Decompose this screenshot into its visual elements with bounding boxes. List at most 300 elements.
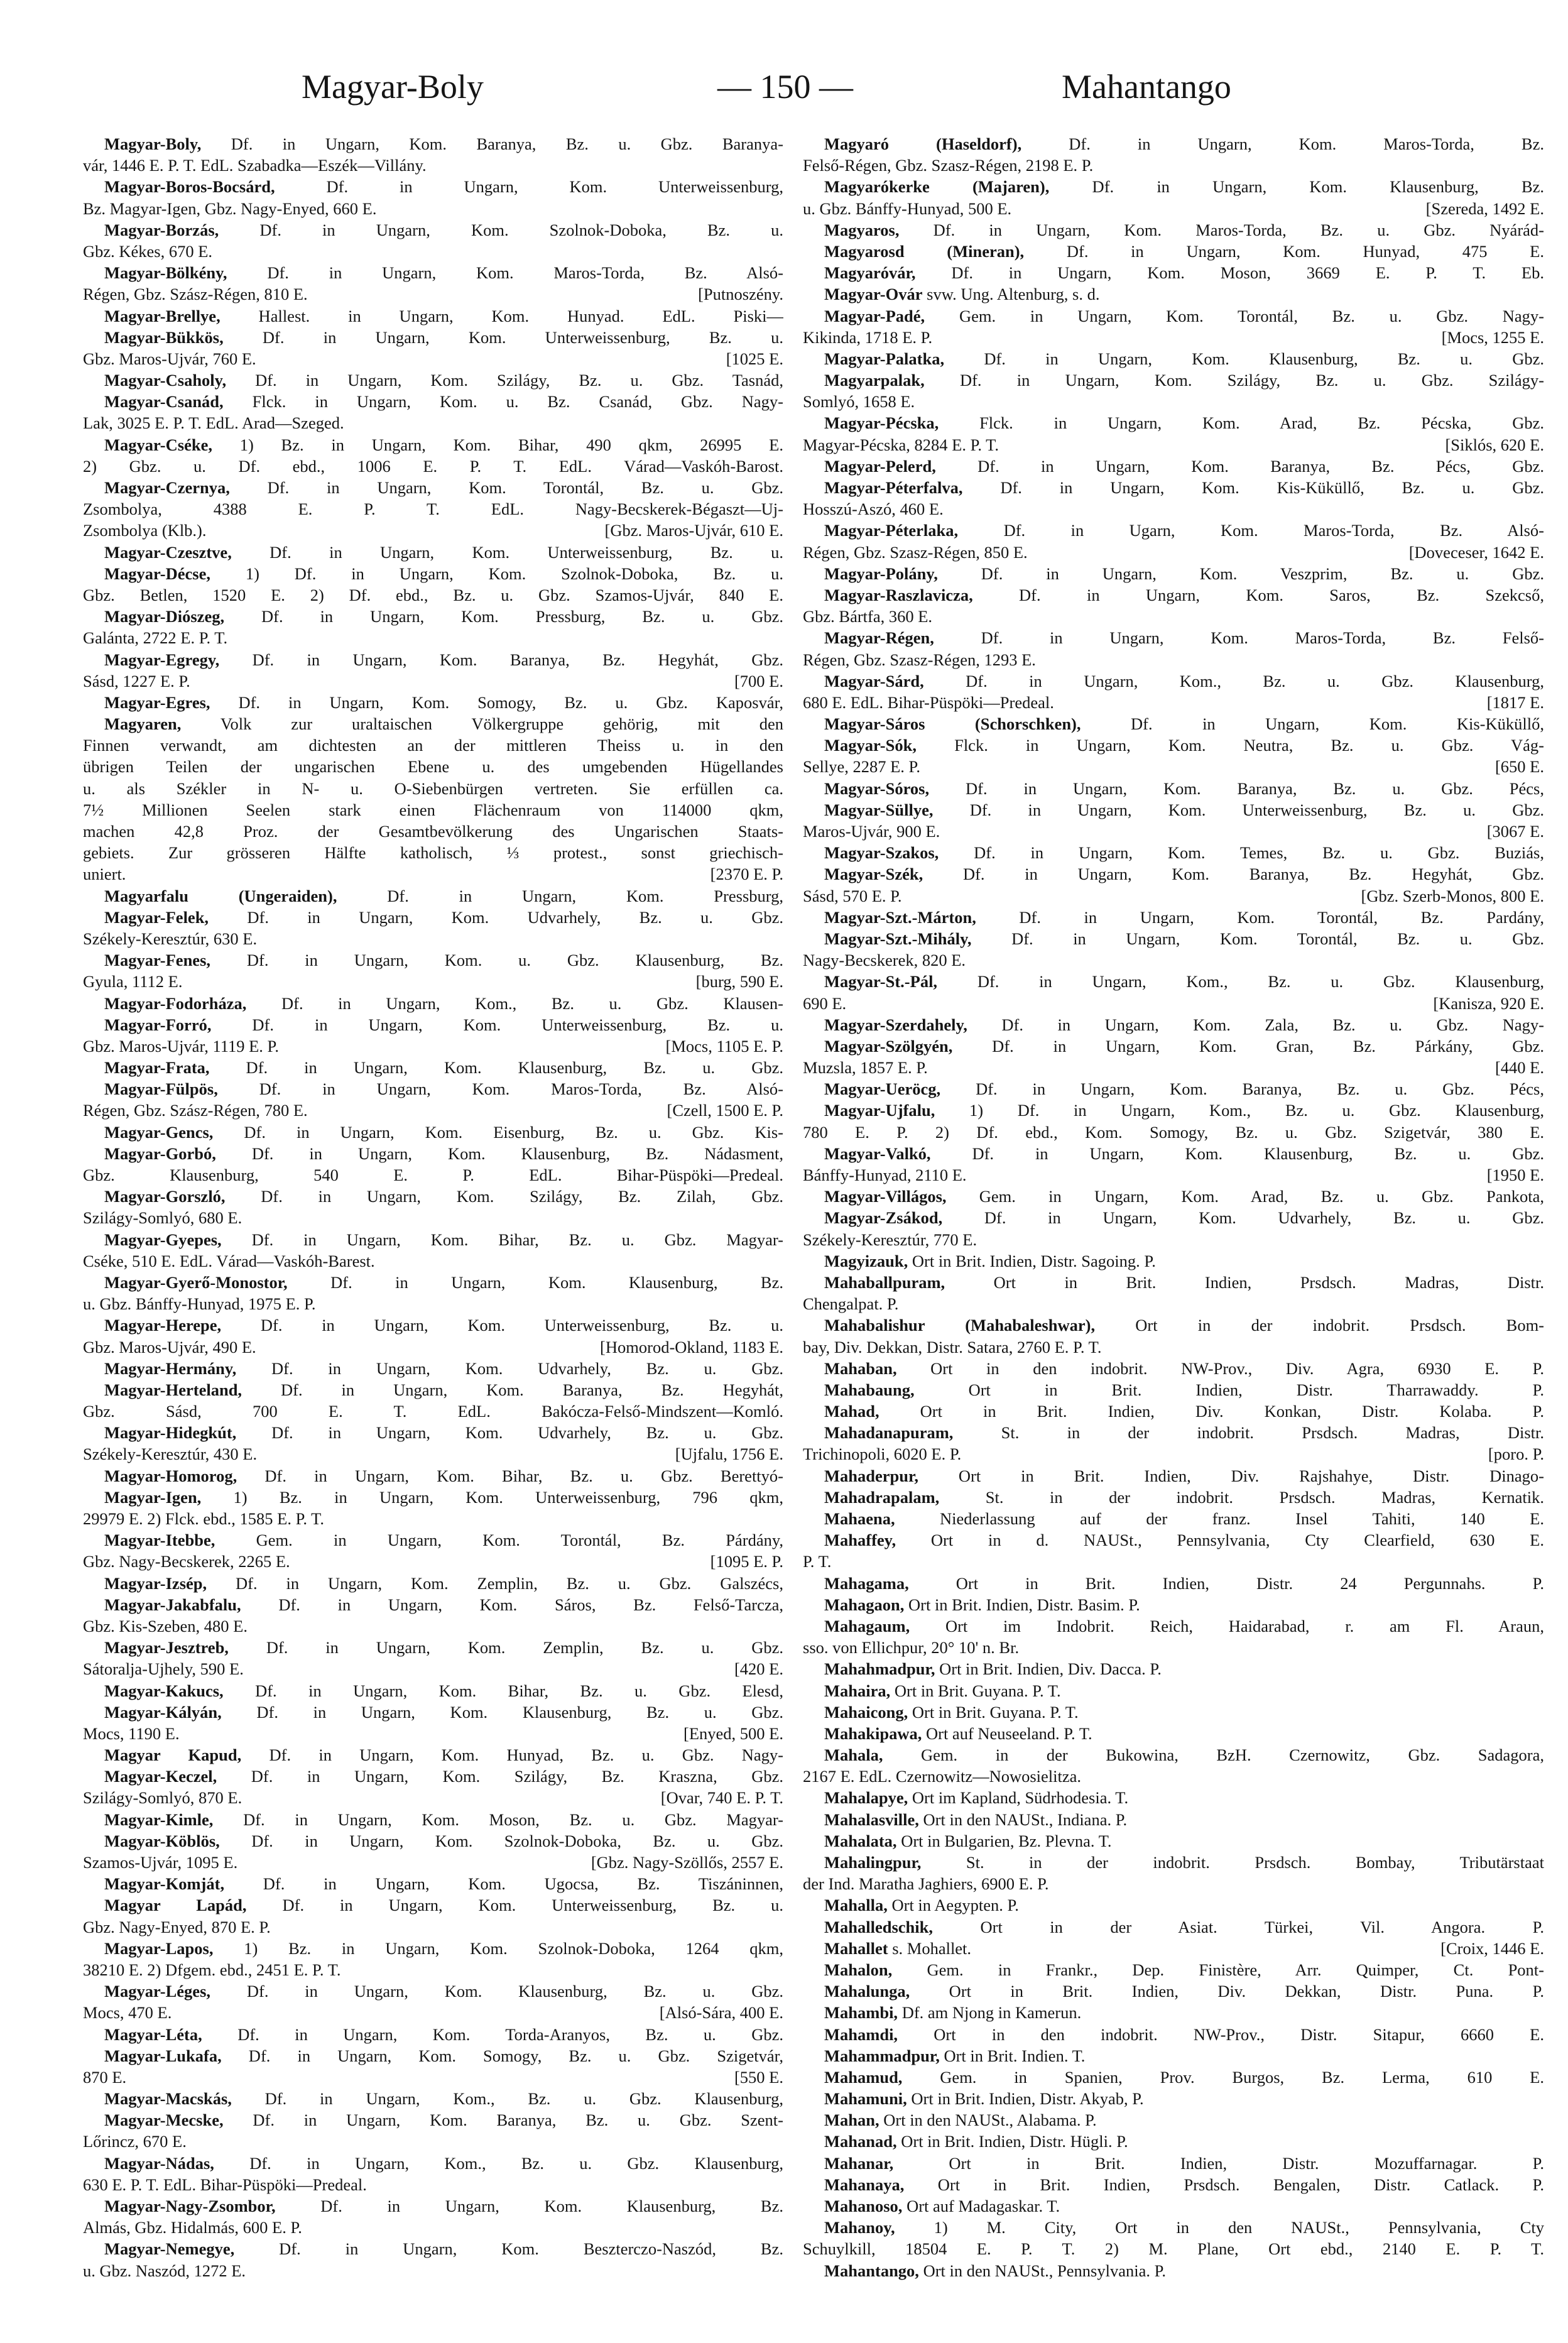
entry-headword: Magyarókerke (Majaren), — [824, 177, 1050, 197]
entry-headword: Magyaros, — [824, 220, 900, 239]
entry-continuation — [83, 1336, 783, 1358]
entry-text: Sellye, 2287 E. P. — [803, 757, 920, 777]
entry-headword: Magyar-Bükkös, — [104, 327, 224, 347]
entry-text: Ort in Brit. Indien, Distr. Basim. P. — [904, 1595, 1140, 1614]
entry-headline — [803, 1314, 1544, 1336]
entry-text: Ort in der Asiat. Türkei, Vil. Angora. P. — [933, 1917, 1544, 1936]
entry-headword: Magyar-Egres, — [104, 692, 210, 712]
entry-text: Mocs, 1190 E. — [83, 1723, 180, 1743]
entry-headword: Magyar-Fülpös, — [104, 1079, 218, 1099]
entry-headword: Magyar-Bölkény, — [104, 263, 227, 283]
entry-headline — [803, 713, 1544, 735]
entry-text: Sásd, 570 E. P. — [803, 886, 902, 905]
line-text — [824, 2174, 1544, 2195]
entry-headword: Mahabaung, — [824, 1380, 915, 1399]
entry-text: Ort im Indobrit. Reich, Haidarabad, r. am Fl. Araun, — [910, 1616, 1544, 1636]
entry-text: Df. in Ungarn, Kom. Ugocsa, Bz. Tiszáninnen, — [224, 1874, 783, 1894]
entry-text: Df. in Ungarn, Kom. Moson, 3669 E. P. T. Eb. — [915, 263, 1544, 283]
line-text — [803, 1637, 1544, 1658]
entry-headline — [83, 1830, 783, 1852]
entry-text: Ort in Brit. Indien, Distr. 24 Pergunnahs. P. — [908, 1573, 1544, 1593]
carried-over-fragment: [Czell, 1500 E. P. — [667, 1101, 783, 1120]
entry-headword: Magyar-Léges, — [104, 1982, 211, 2001]
entry-headline — [803, 1143, 1544, 1164]
entry-text: Df. in Ungarn, Kom. Zemplin, Bz. u. Gbz. — [228, 1638, 783, 1658]
entry-text: Trichinopoli, 6020 E. P. — [803, 1445, 962, 1464]
entry-text: Df. in Ungarn, Kom. u. Gbz. Klausenburg, Bz. — [210, 951, 783, 970]
entry-headline — [803, 670, 1544, 692]
entry-text: sso. von Ellichpur, 20° 10' n. Br. — [803, 1638, 1020, 1658]
line-text — [83, 735, 783, 756]
entry-headword: Magyar-Villágos, — [824, 1187, 947, 1206]
line-text — [803, 885, 1353, 907]
entry-headword: Mahagaon, — [824, 1595, 905, 1614]
entry-text: Ort in Brit. Indien, Prsdsch. Madras, Distr. — [945, 1272, 1544, 1292]
line-text — [83, 670, 726, 692]
entry-headword: Mahad, — [824, 1402, 879, 1421]
line-text — [824, 1014, 1544, 1035]
entry-headline — [803, 1250, 1544, 1272]
entry-headword: Magyar-Szölgyén, — [824, 1036, 953, 1056]
entry-text: Df. in Ungarn, Kom. Bihar, Bz. u. Gbz. Magyar- — [221, 1230, 783, 1249]
entry-headword: Magyar-Hermány, — [104, 1358, 237, 1378]
line-text — [824, 1186, 1544, 1207]
entry-text: Df. in Ungarn, Kom. Maros-Torda, Bz. — [1021, 134, 1544, 153]
entry-text: Df. in Ungarn, Kom. Unterweissenburg, Bz. u. Gbz. — [933, 800, 1544, 819]
entry-text: Zsombolya (Klb.). — [83, 521, 207, 540]
entry-headline — [83, 133, 783, 155]
entry-headline — [803, 1508, 1544, 1529]
entry-headword: Mahammadpur, — [824, 2046, 940, 2065]
line-text — [104, 1873, 783, 1894]
entry-continuation — [83, 1787, 783, 1808]
line-text — [824, 2024, 1544, 2045]
line-text — [83, 283, 689, 305]
line-text — [824, 1401, 1544, 1422]
entry-text: Df. in Ungarn, Kom. Unterweissenburg, Bz. u. — [246, 1896, 783, 1915]
line-text — [824, 1358, 1544, 1379]
entry-text: P. T. — [803, 1552, 832, 1571]
line-text — [83, 1336, 591, 1358]
entry-text: Ort in Brit. Indien, Div. Konkan, Distr. Kolaba. P. — [879, 1402, 1544, 1421]
entry-text: u. Gbz. Naszód, 1272 E. — [83, 2261, 246, 2280]
line-text — [803, 756, 1486, 777]
entry-headline — [83, 262, 783, 283]
entry-continuation — [83, 928, 783, 949]
entry-text: u. als Székler in N- u. O-Siebenbürgen vertreten. Sie erfüllen ca. — [83, 778, 783, 798]
entry-headline — [83, 1143, 783, 1164]
line-text — [83, 1551, 702, 1572]
entry-continuation — [83, 1852, 783, 1873]
line-text — [824, 219, 1544, 241]
entry-headline — [803, 2260, 1544, 2281]
line-text — [824, 1314, 1544, 1336]
entry-headline — [803, 2109, 1544, 2131]
entry-text: Df. in Ungarn, Kom. Szolnok-Doboka, Bz. u. — [219, 220, 783, 239]
carried-over-fragment: [Putnoszény. — [698, 285, 783, 304]
line-text — [824, 627, 1544, 648]
entry-headline — [803, 369, 1544, 391]
line-text — [104, 542, 783, 563]
line-text — [803, 1443, 1479, 1465]
entry-headword: Magyar-Nemegye, — [104, 2239, 235, 2259]
entry-text: Gbz. Nagy-Enyed, 870 E. P. — [83, 1917, 271, 1936]
line-text — [104, 1573, 783, 1594]
entry-text: Df. in Ungarn, Kom. Unterweissenburg, Bz. u. — [231, 542, 783, 562]
line-text — [104, 1529, 783, 1551]
entry-text: Df. in Ungarn, Kom. Eisenburg, Bz. u. Gbz. Kis- — [213, 1122, 783, 1142]
entry-headword: Mahanar, — [824, 2153, 894, 2173]
line-text — [104, 2153, 783, 2174]
entry-text: Df. in Ungarn, Kom. Zala, Bz. u. Gbz. Nagy- — [967, 1015, 1544, 1034]
entry-text: Ort in Brit. Indien, Distr. Akyab, P. — [906, 2089, 1144, 2109]
entry-headline — [803, 1980, 1544, 2002]
entry-headline — [803, 1272, 1544, 1293]
line-text — [803, 1057, 1486, 1078]
line-text — [824, 1250, 1544, 1272]
entry-text: Ort in Aegypten. P. — [887, 1896, 1019, 1915]
entry-headword: Magyar-Forró, — [104, 1015, 212, 1034]
entry-text: Ort in den NAUSt., Indiana. P. — [918, 1810, 1128, 1829]
entry-text: Flck. in Ungarn, Kom. Neutra, Bz. u. Gbz. Vág- — [916, 736, 1544, 755]
entry-headline — [803, 1658, 1544, 1679]
running-head-right: Mahantango — [1062, 68, 1231, 106]
line-text — [824, 842, 1544, 863]
line-text — [803, 1336, 1544, 1358]
entry-text: Df. in Ungarn, Kom. Kis-Küküllő, Bz. u. Gbz. — [962, 478, 1544, 497]
entry-headword: Magyar-Szék, — [824, 865, 923, 884]
entry-text: Zsombolya, 4388 E. P. T. EdL. Nagy-Becskerek-Bégaszt—Uj- — [83, 500, 783, 519]
line-text — [824, 1701, 1544, 1723]
entry-headline — [803, 1787, 1544, 1808]
entry-headline — [803, 907, 1544, 928]
entry-text: Df. in Ungarn, Kom. Szilágy, Bz. u. Gbz. Tasnád, — [226, 371, 783, 390]
entry-text: 1) Bz. in Ungarn, Kom. Unterweissenburg, 796 qkm, — [201, 1487, 783, 1507]
entry-headline — [803, 520, 1544, 541]
entry-headword: Magyar-Sók, — [824, 736, 917, 755]
entry-headword: Magyarfalu (Ungeraiden), — [104, 886, 337, 905]
line-text — [803, 155, 1544, 176]
entry-text: Df. in Ungarn, Kom. Torontál, Bz. u. Gbz. — [229, 478, 783, 497]
entry-text: Gem. in Ungarn, Kom. Torontál, Bz. Párdány, — [215, 1531, 783, 1550]
entry-continuation — [803, 885, 1544, 907]
line-text — [104, 1229, 783, 1250]
entry-headword: Mahagaum, — [824, 1616, 910, 1636]
line-text — [83, 842, 783, 863]
line-text — [104, 949, 783, 971]
line-text — [83, 627, 783, 648]
entry-text: vár, 1446 E. P. T. EdL. Szabadka—Eszék—Villány. — [83, 156, 427, 175]
entry-headword: Mahala, — [824, 1745, 883, 1765]
entry-headword: Mahambi, — [824, 2003, 898, 2023]
entry-headword: Magyar-Hidegkút, — [104, 1423, 237, 1443]
carried-over-fragment: [1817 E. — [1486, 692, 1544, 712]
line-text — [104, 1014, 783, 1035]
entry-headline — [803, 412, 1544, 434]
carried-over-fragment: [650 E. — [1494, 757, 1544, 777]
line-text — [83, 1164, 783, 1186]
line-text — [824, 2153, 1544, 2174]
entry-text: Df. in Ungarn, Kom. Klausenburg, Bz. — [275, 2197, 783, 2215]
line-text — [824, 713, 1544, 735]
line-text — [104, 1487, 783, 1508]
carried-over-fragment: [1025 E. — [726, 349, 783, 368]
entry-headword: Mahahmadpur, — [824, 1659, 935, 1679]
entry-text: Df. in Ungarn, Kom. Klausenburg, Bz. — [1049, 177, 1544, 197]
line-text — [824, 1078, 1544, 1100]
entry-continuation — [803, 1637, 1544, 1658]
entry-text: Df. in Ungarn, Kom. Pressburg, — [337, 886, 783, 905]
entry-headline — [83, 1529, 783, 1551]
entry-text: Mocs, 470 E. — [83, 2003, 172, 2023]
entry-headline — [803, 1938, 1544, 1959]
entry-headline — [83, 1680, 783, 1701]
entry-text: 1) M. City, Ort in den NAUSt., Pennsylvania, Cty — [895, 2218, 1544, 2237]
entry-text: Df. in Ungarn, Kom. Klausenburg, Bz. — [287, 1272, 783, 1292]
entry-headline — [803, 1573, 1544, 1594]
entry-text: Galánta, 2722 E. P. T. — [83, 628, 228, 648]
entry-continuation — [83, 627, 783, 648]
line-text — [824, 1207, 1544, 1228]
entry-continuation — [83, 1250, 783, 1272]
entry-headline — [83, 907, 783, 928]
entry-headline — [803, 2088, 1544, 2109]
line-text — [104, 2195, 783, 2217]
entry-text: s. Mohallet. — [888, 1938, 972, 1958]
entry-headline — [803, 778, 1544, 799]
entry-text: Df. in Ungarn, Kom. Torda-Aranyos, Bz. u. Gbz. — [202, 2024, 783, 2044]
carried-over-fragment: [2370 E. P. — [710, 865, 783, 884]
entry-headword: Magyaróvár, — [824, 263, 916, 283]
entry-text: Df. in Ungarn, Kom. Sáros, Bz. Felső-Tarcza, — [241, 1595, 783, 1614]
line-text — [824, 2002, 1544, 2023]
entry-text: Székely-Keresztúr, 630 E. — [83, 929, 258, 948]
entry-headline — [83, 885, 783, 907]
entry-headline — [83, 1701, 783, 1723]
entry-headword: Magyar-Gencs, — [104, 1122, 214, 1142]
entry-headline — [803, 477, 1544, 498]
entry-text: Ort in Brit. Indien, Div. Dacca. P. — [935, 1659, 1162, 1679]
entry-headline — [83, 2109, 783, 2131]
entry-headline — [803, 1723, 1544, 1744]
entry-text: Df. in Ungarn, Kom. Baranya, Bz. Hegyhát, Gbz. — [219, 650, 783, 669]
line-text — [803, 391, 1544, 412]
entry-headline — [83, 1744, 783, 1766]
line-text — [104, 1809, 783, 1830]
entry-headword: Mahanad, — [824, 2132, 897, 2151]
entry-text: 680 E. EdL. Bihar-Püspöki—Predeal. — [803, 692, 1054, 712]
entry-continuation — [803, 1293, 1544, 1314]
line-text — [104, 219, 783, 241]
entry-continuation — [83, 1916, 783, 1938]
entry-headline — [803, 1358, 1544, 1379]
entry-headword: Mahabalishur (Mahabaleshwar), — [824, 1316, 1096, 1335]
line-text — [104, 1057, 783, 1078]
entry-continuation — [803, 1336, 1544, 1358]
entry-text: Gbz. Kékes, 670 E. — [83, 241, 213, 261]
entry-continuation — [83, 1401, 783, 1422]
entry-headline — [83, 1766, 783, 1787]
line-text — [824, 778, 1544, 799]
entry-text: bay, Div. Dekkan, Distr. Satara, 2760 E. P. T. — [803, 1337, 1102, 1357]
entry-continuation — [803, 1551, 1544, 1572]
line-text — [803, 434, 1436, 456]
entry-headword: Mahamdi, — [824, 2024, 898, 2044]
entry-text: Df. in Ungarn, Kom. Szolnok-Doboka, Bz. u. Gbz. — [219, 1831, 783, 1850]
entry-continuation — [83, 1551, 783, 1572]
entry-headword: Magyar-Cséke, — [104, 435, 212, 454]
entry-headline — [803, 928, 1544, 949]
entry-text: Kikinda, 1718 E. P. — [803, 327, 933, 347]
line-text — [83, 2067, 726, 2088]
line-text — [104, 907, 783, 928]
entry-text: 1) Bz. in Ungarn, Kom. Szolnok-Doboka, 1264 qkm, — [213, 1938, 783, 1958]
line-text — [83, 498, 783, 520]
line-text — [803, 1122, 1544, 1143]
entry-text: Régen, Gbz. Szász-Régen, 780 E. — [83, 1101, 308, 1120]
line-text — [83, 155, 783, 176]
line-text — [824, 412, 1544, 434]
entry-headword: Magyar-Czesztve, — [104, 542, 232, 562]
carried-over-fragment: [420 E. — [734, 1659, 783, 1679]
line-text — [104, 993, 783, 1014]
entry-headline — [83, 2195, 783, 2217]
entry-text: Df. in Ungarn, Kom. Baranya, Bz. Hegyhát, — [242, 1380, 783, 1399]
entry-headline — [803, 799, 1544, 821]
line-text — [803, 1551, 1544, 1572]
line-text — [824, 1529, 1544, 1551]
entry-text: Ort auf Neuseeland. P. T. — [922, 1723, 1092, 1743]
line-text — [104, 2238, 783, 2259]
line-text — [104, 1465, 783, 1487]
carried-over-fragment: [poro. P. — [1488, 1445, 1544, 1464]
entry-headword: Magyaró (Haseldorf), — [824, 134, 1022, 153]
line-text — [824, 1272, 1544, 1293]
entry-text: Nagy-Becskerek, 820 E. — [803, 951, 966, 970]
carried-over-fragment: [Ovar, 740 E. P. T. — [660, 1788, 783, 1808]
entry-text: Gbz. Sásd, 700 E. T. EdL. Bakócza-Felső-Mindszent—Komló. — [83, 1402, 783, 1421]
entry-headline — [83, 1809, 783, 1830]
page-number: — 150 — — [717, 68, 853, 106]
line-text — [803, 949, 1544, 971]
entry-headline — [83, 1078, 783, 1100]
entry-headword: Magyar-Csanád, — [104, 392, 224, 412]
entry-continuation — [803, 391, 1544, 412]
entry-continuation — [83, 283, 783, 305]
entry-text: Gem. in Ungarn, Kom. Torontál, Bz. u. Gbz. Nagy- — [925, 306, 1544, 325]
entry-headline — [803, 305, 1544, 327]
entry-continuation — [83, 1508, 783, 1529]
entry-text: gebiets. Zur grösseren Hälfte katholisch, ⅓ protest., sonst griechisch- — [83, 843, 783, 863]
entry-continuation — [803, 498, 1544, 520]
entry-headline — [83, 391, 783, 412]
entry-continuation — [83, 2260, 783, 2281]
entry-text: Df. in Ungarn, Kom., Bz. u. Gbz. Klausenburg, — [214, 2153, 783, 2173]
entry-headword: Mahaderpur, — [824, 1466, 918, 1485]
entry-headword: Magyar-Jesztreb, — [104, 1638, 229, 1658]
line-text — [824, 456, 1544, 477]
entry-continuation — [83, 520, 783, 541]
entry-headword: Magyar-Gorszló, — [104, 1187, 226, 1206]
entry-continuation — [803, 949, 1544, 971]
entry-continuation — [83, 498, 783, 520]
line-text — [104, 1272, 783, 1293]
entry-headword: Magyar-Itebbe, — [104, 1531, 215, 1550]
line-text — [824, 735, 1544, 756]
entry-headword: Mahalata, — [824, 1831, 897, 1850]
entry-headword: Magyar-Lukafa, — [104, 2046, 222, 2065]
entry-headline — [83, 1873, 783, 1894]
entry-headline — [83, 176, 783, 197]
entry-headword: Magyar-Izsép, — [104, 1573, 207, 1593]
entry-headline — [803, 1379, 1544, 1401]
entry-headline — [803, 2067, 1544, 2088]
line-text — [824, 1487, 1544, 1508]
entry-headword: Magyar-Boly, — [104, 134, 202, 153]
entry-headline — [803, 1401, 1544, 1422]
entry-text: uniert. — [83, 865, 126, 884]
entry-headword: Mahan, — [824, 2111, 879, 2130]
entry-text: St. in der indobrit. Prsdsch. Madras, Distr. — [953, 1423, 1544, 1443]
entry-continuation — [803, 1229, 1544, 1250]
line-text — [824, 1938, 1432, 1959]
entry-text: Df. in Ungarn, Kom. Klausenburg, Bz. u. Gbz. — [930, 1144, 1544, 1163]
entry-headline — [803, 1852, 1544, 1873]
carried-over-fragment: [550 E. — [734, 2067, 783, 2087]
line-text — [104, 1894, 783, 1916]
entry-text: Df. in Ungarn, Kom., Bz. u. Gbz. Klausenburg, — [937, 972, 1544, 991]
entry-headline — [83, 2024, 783, 2045]
entry-continuation — [83, 2217, 783, 2238]
line-text — [104, 1143, 783, 1164]
entry-headword: Mahaballpuram, — [824, 1272, 945, 1292]
line-text — [824, 477, 1544, 498]
carried-over-fragment: [700 E. — [734, 671, 783, 691]
entry-text: Df. in Ungarn, Kom. Torontál, Bz. u. Gbz. — [971, 929, 1544, 948]
entry-headword: Mahakipawa, — [824, 1723, 922, 1743]
line-text — [803, 692, 1478, 713]
entry-text: Df. in Ungarn, Kom. Saros, Bz. Szekcső, — [972, 585, 1544, 604]
entry-headline — [83, 369, 783, 391]
line-text — [104, 1938, 783, 1959]
entry-headline — [803, 563, 1544, 584]
line-text — [83, 1207, 783, 1228]
entry-headline — [803, 1078, 1544, 1100]
entry-text: Ort auf Madagaskar. T. — [902, 2197, 1060, 2215]
carried-over-fragment: [Mocs, 1105 E. P. — [665, 1036, 783, 1056]
entry-headline — [83, 542, 783, 563]
line-text — [83, 821, 783, 842]
entry-headword: Mahaffey, — [824, 1531, 896, 1550]
entry-headline — [803, 1830, 1544, 1852]
entry-text: der Ind. Maratha Jaghiers, 6900 E. P. — [803, 1874, 1049, 1894]
entry-continuation — [83, 842, 783, 863]
entry-text: Df. in Ungarn, Kom. Hunyad, 475 E. — [1024, 241, 1544, 261]
line-text — [104, 2109, 783, 2131]
carried-over-fragment: [Ujfalu, 1756 E. — [675, 1445, 783, 1464]
carried-over-fragment: [Gbz. Szerb-Monos, 800 E. — [1361, 886, 1544, 905]
entry-continuation — [803, 756, 1544, 777]
entry-text: Df. in Ungarn, Kom. Somogy, Bz. u. Gbz. Kaposvár, — [210, 692, 783, 712]
line-text — [104, 1122, 783, 1143]
line-text — [803, 1293, 1544, 1314]
entry-headword: Magyar-Lapos, — [104, 1938, 214, 1958]
entry-headword: Magyar-Jakabfalu, — [104, 1595, 241, 1614]
entry-headword: Mahanaya, — [824, 2175, 905, 2194]
entry-headline — [83, 1573, 783, 1594]
entry-text: Gbz. Bártfa, 360 E. — [803, 607, 933, 626]
entry-headword: Magyar-Péterlaka, — [824, 521, 959, 540]
